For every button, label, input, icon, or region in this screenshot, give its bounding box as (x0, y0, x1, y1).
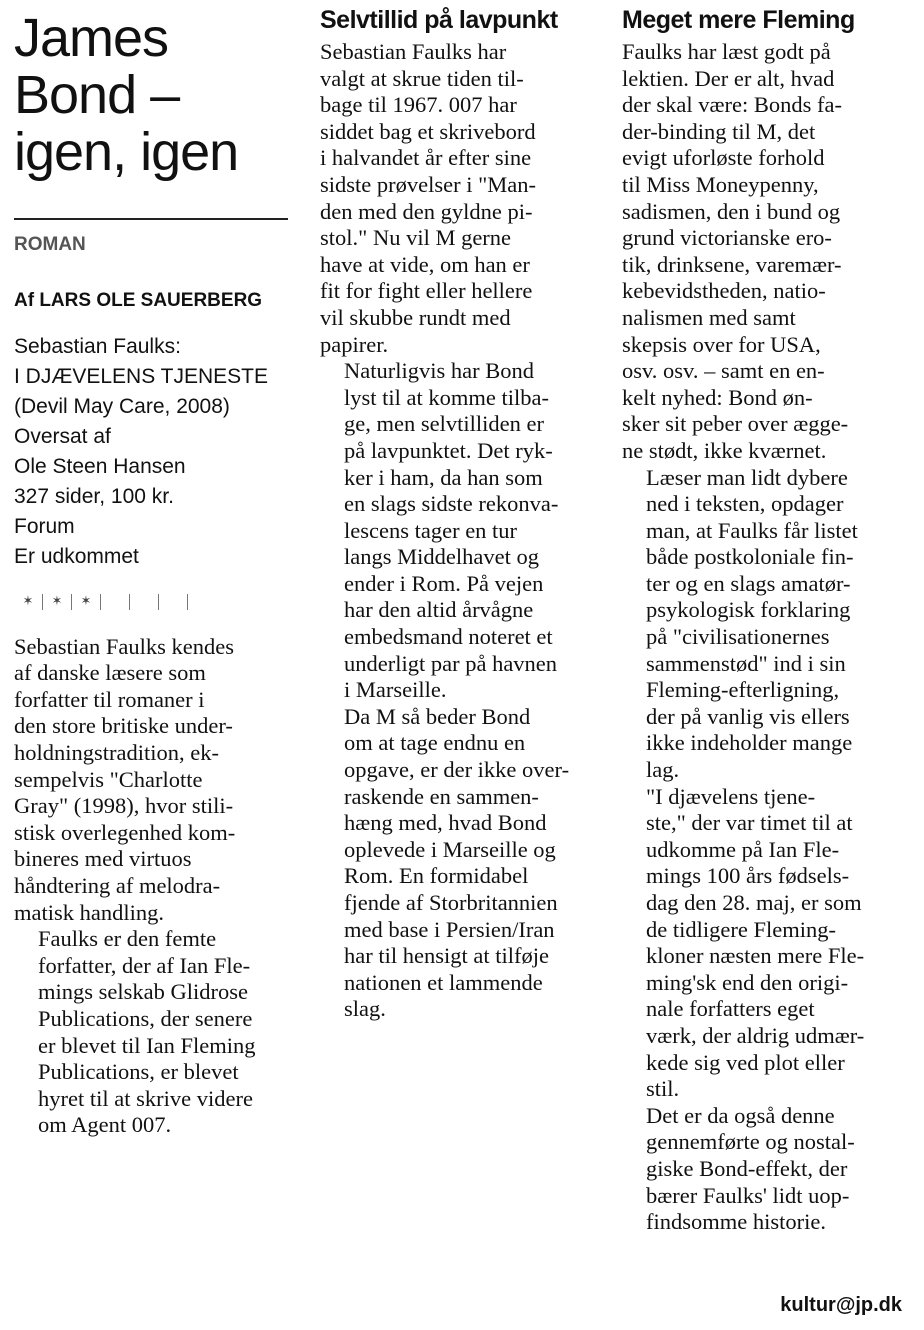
text-line: om Agent 007. (38, 1112, 172, 1138)
text-line: hyret til at skrive videre (38, 1085, 253, 1111)
text-line: er blevet til Ian Fleming (38, 1032, 256, 1058)
text-line: langs Middelhavet og (344, 544, 539, 570)
text-line: Publications, der senere (38, 1006, 253, 1032)
headline-line: James (14, 8, 169, 68)
subheading: Selvtillid på lavpunkt (320, 6, 558, 34)
text-line: vil skubbe rundt med (320, 304, 511, 330)
text-line: den store britiske under- (14, 713, 233, 739)
text-line: Gray" (1998), hvor stili- (14, 793, 234, 819)
text-line: "I djævelens tjene- (646, 783, 816, 809)
paragraph (622, 465, 912, 784)
text-line: ge, men selvtilliden er (344, 411, 544, 437)
headline-line: Bond – (14, 65, 180, 126)
text-line: både postkoloniale fin- (646, 544, 854, 570)
text-line: Naturligvis har Bond (344, 358, 534, 384)
text-line: nalismen med samt (622, 304, 796, 330)
text-line: osv. osv. – samt en en- (622, 358, 825, 384)
text-line: der-binding til M, det (622, 118, 816, 144)
headline-line: igen, igen (14, 122, 239, 183)
text-line: kelt nyhed: Bond øn- (622, 384, 813, 410)
article-body-right (622, 39, 912, 1236)
star-rating (14, 592, 294, 610)
text-line: den med den gyldne pi- (320, 198, 533, 224)
text-line: grund victorianske ero- (622, 225, 832, 251)
star-empty-icon (101, 594, 130, 610)
text-line: have at vide, om han er (320, 251, 530, 277)
text-line: der skal være: Bonds fa- (622, 92, 842, 118)
text-line: på "civilisationernes (646, 624, 830, 650)
text-line: raskende en sammen- (344, 783, 539, 809)
text-line: embedsmand noteret et (344, 624, 553, 650)
text-line: ter og en slags amatør- (646, 570, 851, 596)
star-empty-icon (159, 594, 188, 610)
star-filled-icon: ✶ (14, 594, 43, 610)
text-line: man, at Faulks får listet (646, 517, 858, 543)
factbox-line: Forum (14, 514, 75, 538)
text-line: Publications, er blevet (38, 1059, 239, 1085)
text-line: forfatter, der af Ian Fle- (38, 952, 251, 978)
text-line: matisk handling. (14, 899, 164, 925)
text-line: giske Bond-effekt, der (646, 1155, 848, 1181)
text-line: ming'sk end den origi- (646, 969, 849, 995)
paragraph (14, 634, 294, 927)
article-body-middle (320, 39, 598, 1023)
text-line: af danske læsere som (14, 660, 206, 686)
star-filled-icon: ✶ (72, 594, 101, 610)
text-line: med base i Persien/Iran (344, 916, 555, 942)
text-line: findsomme historie. (646, 1209, 826, 1235)
text-line: Faulks har læst godt på (622, 39, 831, 64)
column-middle (320, 0, 598, 1023)
star-empty-icon (130, 594, 159, 610)
column-left (14, 0, 294, 1139)
factbox-line: I DJÆVELENS TJENESTE (14, 364, 269, 388)
text-line: Fleming-efterligning, (646, 677, 840, 703)
text-line: om at tage endnu en (344, 730, 526, 756)
text-line: stisk overlegenhed kom- (14, 819, 236, 845)
text-line: ne stødt, ikke kværnet. (622, 437, 827, 463)
text-line: tik, drinksene, varemær- (622, 251, 842, 277)
factbox-line: (Devil May Care, 2008) (14, 394, 230, 418)
text-line: har til hensigt at tilføje (344, 943, 549, 969)
column-right (622, 0, 912, 1236)
text-line: håndtering af melodra- (14, 873, 221, 899)
factbox-line: Sebastian Faulks: (14, 334, 181, 358)
text-line: siddet bag et skrivebord (320, 118, 536, 144)
text-line: udkomme på Ian Fle- (646, 836, 840, 862)
section-label: ROMAN (14, 233, 86, 255)
text-line: ikke indeholder mange (646, 730, 853, 756)
text-line: ste," der var timet til at (646, 810, 853, 836)
headline (14, 10, 294, 182)
text-line: kebevidstheden, natio- (622, 278, 826, 304)
text-line: til Miss Moneypenny, (622, 171, 819, 197)
text-line: valgt at skrue tiden til- (320, 65, 524, 91)
text-line: nale forfatters eget (646, 996, 815, 1022)
text-line: stil. (646, 1076, 680, 1102)
text-line: underligt par på havnen (344, 650, 558, 676)
text-line: bærer Faulks' lidt uop- (646, 1182, 850, 1208)
text-line: lektien. Der er alt, hvad (622, 65, 835, 91)
star-filled-icon: ✶ (43, 594, 72, 610)
subheading: Meget mere Fleming (622, 6, 855, 34)
paragraph (320, 358, 598, 704)
headline-divider (14, 218, 288, 220)
text-line: holdningstradition, ek- (14, 740, 219, 766)
text-line: Da M så beder Bond (344, 703, 531, 729)
text-line: papirer. (320, 331, 389, 357)
text-line: sadismen, den i bund og (622, 198, 841, 224)
paragraph (320, 704, 598, 1023)
text-line: lag. (646, 757, 680, 783)
text-line: oplevede i Marseille og (344, 836, 556, 862)
text-line: Læser man lidt dybere (646, 464, 848, 490)
text-line: i halvandet år efter sine (320, 145, 532, 171)
factbox-line: 327 sider, 100 kr. (14, 484, 174, 508)
text-line: i Marseille. (344, 677, 447, 703)
text-line: Sebastian Faulks har (320, 39, 507, 64)
text-line: lescens tager en tur (344, 517, 518, 543)
text-line: Det er da også denne (646, 1102, 835, 1128)
text-line: bineres med virtuos (14, 846, 192, 872)
text-line: værk, der aldrig udmær- (646, 1022, 865, 1048)
text-line: fit for fight eller hellere (320, 278, 533, 304)
text-line: Rom. En formidabel (344, 863, 529, 889)
text-line: sker sit peber over ægge- (622, 411, 849, 437)
byline: Af LARS OLE SAUERBERG (14, 289, 263, 311)
text-line: gennemførte og nostal- (646, 1129, 855, 1155)
text-line: bage til 1967. 007 har (320, 92, 517, 118)
text-line: stol." Nu vil M gerne (320, 225, 512, 251)
text-line: mings selskab Glidrose (38, 979, 248, 1005)
paragraph (14, 926, 294, 1139)
paragraph (622, 784, 912, 1103)
paragraph (622, 39, 912, 465)
text-line: dag den 28. maj, er som (646, 890, 862, 915)
text-line: har den altid årvågne (344, 597, 534, 623)
text-line: slag. (344, 996, 386, 1022)
article-body-left (14, 634, 294, 1139)
text-line: forfatter til romaner i (14, 686, 205, 712)
text-line: de tidligere Fleming- (646, 916, 836, 942)
book-factbox (14, 332, 294, 572)
text-line: fjende af Storbritannien (344, 890, 558, 915)
text-line: sidste prøvelser i "Man- (320, 171, 537, 197)
contact-email: kultur@jp.dk (780, 1294, 902, 1316)
text-line: Sebastian Faulks kendes (14, 633, 234, 659)
text-line: mings 100 års fødsels- (646, 863, 850, 889)
text-line: opgave, er der ikke over- (344, 757, 570, 783)
paragraph (622, 1103, 912, 1236)
text-line: sammenstød" ind i sin (646, 650, 846, 676)
text-line: hæng med, hvad Bond (344, 810, 547, 836)
text-line: nationen et lammende (344, 969, 543, 995)
text-line: Faulks er den femte (38, 926, 217, 952)
factbox-line: Ole Steen Hansen (14, 454, 186, 478)
factbox-line: Oversat af (14, 424, 111, 448)
text-line: en slags sidste rekonva- (344, 491, 559, 517)
text-line: ker i ham, da han som (344, 464, 543, 490)
text-line: lyst til at komme tilba- (344, 384, 549, 410)
text-line: evigt uforløste forhold (622, 145, 825, 171)
text-line: der på vanlig vis ellers (646, 703, 850, 729)
text-line: skepsis over for USA, (622, 331, 821, 357)
paragraph (320, 39, 598, 358)
text-line: sempelvis "Charlotte (14, 766, 203, 792)
text-line: kede sig ved plot eller (646, 1049, 845, 1075)
factbox-line: Er udkommet (14, 544, 139, 568)
text-line: kloner næsten mere Fle- (646, 943, 865, 969)
text-line: på lavpunktet. Det ryk- (344, 437, 553, 463)
text-line: ender i Rom. På vejen (344, 570, 544, 596)
text-line: psykologisk forklaring (646, 597, 851, 623)
text-line: ned i teksten, opdager (646, 491, 844, 517)
